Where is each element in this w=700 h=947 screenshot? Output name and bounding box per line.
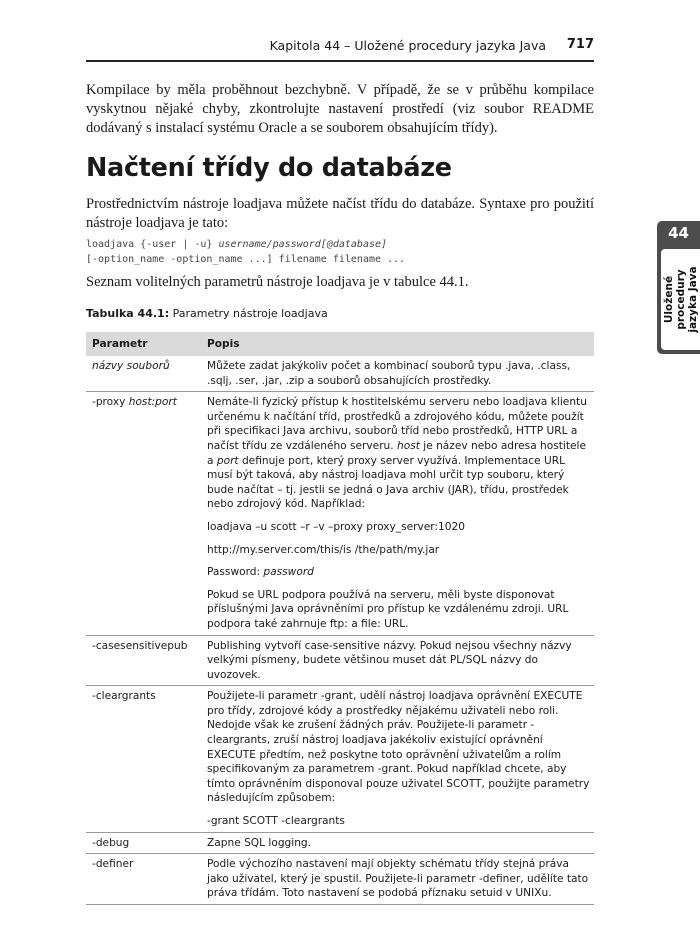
section-heading: Načtení třídy do databáze xyxy=(86,153,452,183)
param-cell xyxy=(86,392,201,635)
chapter-title: Kapitola 44 – Uložené procedury jazyka Java xyxy=(269,38,546,53)
desc-text: Nemáte-li fyzický přístup k hostitelskému serveru nebo loadjava klientu určenému k načítání tříd, prostředků a zdrojového kódu, můžete použít při specifikaci Java archivu, souborů tříd nebo prostředků, HTTP URL a načíst třídu ze vzdáleného serveru. xyxy=(207,396,587,452)
table-caption-text: Parametry nástroje loadjava xyxy=(169,307,328,320)
desc-cell xyxy=(201,686,594,832)
desc-cell: Zapne SQL logging. xyxy=(201,832,594,854)
desc-cell xyxy=(201,392,594,635)
table-reference-paragraph: Seznam volitelných parametrů nástroje loadjava je v tabulce 44.1. xyxy=(86,274,469,290)
side-tab-line-2: jazyka Java xyxy=(686,266,699,333)
desc-text: definuje port, který proxy server využívá. Implementace URL musí být taková, aby nástroj loadjava mohl určit typ souboru, který bude načítat – tj. jestli se jedná o Java archiv (JAR), třídu, prostředek nebo zdrojový kód. Například: xyxy=(207,454,569,511)
param-name: -proxy xyxy=(92,396,129,409)
param-cell: -definer xyxy=(86,854,201,905)
table-row xyxy=(86,356,594,392)
code-line-1-args: username/password[@database] xyxy=(218,239,388,250)
intro-paragraph: Kompilace by měla proběhnout bezchybně. V případě, že se v průběhu kompilace vyskytnou nějaké chyby, zkontrolujte nastavení prostředí (viz soubor README dodávaný s instalací systému Oracle a se souborem obsahujícím třídy). xyxy=(86,82,594,136)
desc-example xyxy=(207,565,592,580)
side-tab-label xyxy=(661,249,700,350)
side-tab-label-box xyxy=(661,249,700,350)
param-cell: -casesensitivepub xyxy=(86,635,201,686)
desc-example: http://my.server.com/this/is /the/path/my.jar xyxy=(207,543,440,556)
desc-example: loadjava –u scott –r –v –proxy proxy_server:1020 xyxy=(207,520,465,533)
desc-paragraph xyxy=(207,395,592,512)
table-row xyxy=(86,686,594,832)
syntax-code-block xyxy=(86,237,405,267)
table-header-row xyxy=(86,332,594,356)
desc-cell: Můžete zadat jakýkoliv počet a kombinací souborů typu .java, .class, .sqlj, .ser, .jar, .zip a souborů obsahujících prostředky. xyxy=(201,356,594,392)
column-header-popis: Popis xyxy=(201,332,594,356)
code-line-1-start: loadjava {-user | -u} xyxy=(86,239,219,250)
desc-italic: host xyxy=(397,439,420,452)
desc-italic: port xyxy=(216,454,239,467)
running-header xyxy=(86,30,594,62)
parameters-table xyxy=(86,332,594,905)
desc-text: Password: xyxy=(207,566,264,579)
param-cell: názvy souborů xyxy=(86,356,201,392)
param-cell: -cleargrants xyxy=(86,686,201,832)
chapter-number: 44 xyxy=(668,224,689,242)
param-arg: host:port xyxy=(128,396,177,409)
table-row xyxy=(86,832,594,854)
chapter-side-tab xyxy=(657,221,700,354)
desc-text: je název nebo adresa hostitele a xyxy=(207,439,586,467)
table-row xyxy=(86,854,594,905)
table-row xyxy=(86,635,594,686)
syntax-intro-paragraph: Prostřednictvím nástroje loadjava můžete načíst třídu do databáze. Syntaxe pro použití nástroje loadjava je tato: xyxy=(86,196,594,231)
side-tab-line-1: Uložené procedury xyxy=(662,269,687,330)
desc-italic: password xyxy=(263,566,314,579)
desc-paragraph: Použijete-li parametr -grant, udělí nástroj loadjava oprávnění EXECUTE pro třídy, zdrojové kódy a prostředky nějakému uživateli nebo roli. Nedojde však ke zrušení žádných práv. Použijete-li parametr -cleargrants, zruší nástroj loadjava jakékoliv existující oprávnění EXECUTE předtím, než poskytne toto oprávnění uživatelům a rolím specifikovaným za parametrem -grant. Pokud například chcete, aby tímto oprávněním disponoval pouze uživatel SCOTT, použijte parametry následujícím způsobem: xyxy=(207,690,590,805)
desc-example: -grant SCOTT -cleargrants xyxy=(207,815,345,828)
desc-paragraph: Pokud se URL podpora používá na serveru, měli byste disponovat příslušnými Java oprávněními pro přístup ke vzdálenému zdroji. URL podpora také zahrnuje ftp: a file: URL. xyxy=(207,588,569,630)
param-cell: -debug xyxy=(86,832,201,854)
code-line-2: [-option_name -option_name ...] filename filename ... xyxy=(86,254,406,265)
desc-cell: Publishing vytvoří case-sensitive názvy. Pokud nejsou všechny názvy velkými písmeny, budete většinou muset dát PL/SQL názvy do uvozovek. xyxy=(201,635,594,686)
desc-cell: Podle výchozího nastavení mají objekty schématu třídy stejná práva jako uživatel, který je spustil. Použijete-li parametr -definer, udělíte tato práva třídám. Toto nastavení se podobá příznaku setuid v UNIXu. xyxy=(201,854,594,905)
table-caption xyxy=(86,307,328,320)
table-row xyxy=(86,392,594,635)
page-number: 717 xyxy=(566,37,594,52)
table-caption-label: Tabulka 44.1: xyxy=(86,307,170,320)
column-header-parametr: Parametr xyxy=(86,332,201,356)
